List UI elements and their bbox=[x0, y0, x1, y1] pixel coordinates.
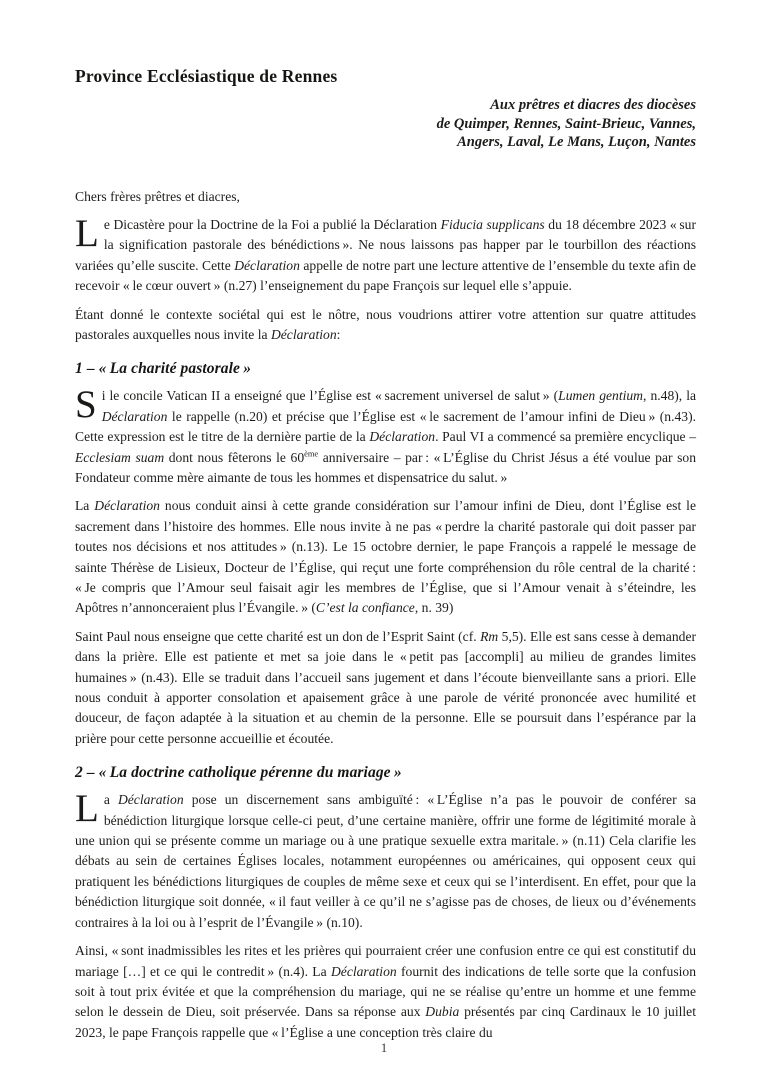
address-block bbox=[75, 96, 696, 152]
paragraph bbox=[75, 941, 696, 1043]
document-body bbox=[75, 211, 697, 1043]
italic-text: Déclaration bbox=[117, 792, 184, 808]
paragraph bbox=[75, 211, 696, 297]
body-text: Saint Paul nous enseigne que cette charité est un don de l’Esprit Saint (cf. bbox=[75, 628, 481, 644]
superscript-text: ème bbox=[304, 448, 319, 459]
body-text: , n.48), la bbox=[643, 388, 697, 404]
italic-text: Lumen gentium bbox=[558, 388, 644, 404]
paragraph bbox=[75, 496, 696, 618]
italic-text: Déclaration bbox=[94, 498, 160, 514]
body-text: i le concile Vatican II a enseigné que l’Église est « sacrement universel de salut » ( bbox=[101, 388, 559, 404]
page-title: Province Ecclésiastique de Rennes bbox=[75, 66, 338, 86]
body-text: le rappelle (n.20) et précise que l’Église est « le sacrement de l’amour infini de Dieu » (n.43). Cette expression est le titre de la dernière partie de la bbox=[75, 408, 696, 445]
body-text: dont nous fêterons le 60 bbox=[164, 449, 305, 465]
paragraph bbox=[75, 305, 696, 346]
body-text: nous conduit ainsi à cette grande considération sur l’amour infini de Dieu, dont l’Église est le sacrement dans l’histoire des hommes. Elle nous invite à ne pas « perdre la charité pastorale qui doit passer par toutes nos décisions et nos attitudes » (n.13). Le 15 octobre dernier, le pape François a rappelé le message de sainte Thérèse de Lisieux, Docteur de l’Église, qui reçut une forte compréhension du rôle central de la charité : « Je compris que l’Amour seul faisait agir les membres de l’Église, que si l’Amour venait à s’éteindre, les Apôtres n’annonceraient plus l’Évangile. » ( bbox=[75, 498, 696, 616]
italic-text: Déclaration bbox=[369, 429, 436, 445]
body-text: Ainsi, « sont inadmissibles les rites et les prières qui pourraient créer une confusion entre ce qui est constitutif du mariage […] et ce qui le contredit » (n.4). La bbox=[75, 943, 696, 979]
paragraph bbox=[75, 787, 697, 933]
italic-text: Ecclesiam suam bbox=[75, 449, 165, 465]
paragraph bbox=[75, 383, 697, 488]
italic-text: Déclaration bbox=[234, 257, 300, 273]
body-text: anniversaire – par : « L’Église du Christ Jésus a été voulue par son Fondateur comme mère aimante de tous les hommes et dispensatrice du salut. » bbox=[75, 449, 696, 485]
address-line: Aux prêtres et diacres des diocèses bbox=[490, 97, 696, 113]
italic-text: Rm bbox=[480, 628, 499, 644]
paragraph bbox=[75, 627, 696, 749]
address-line: Angers, Laval, Le Mans, Luçon, Nantes bbox=[457, 134, 696, 150]
dropcap-letter: S bbox=[75, 383, 97, 427]
italic-text: Dubia bbox=[425, 1004, 460, 1020]
body-text: a bbox=[103, 792, 118, 808]
body-text: appelle de notre part une lecture attentive de l’ensemble du texte afin de recevoir « le cœur ouvert » (n.27) l’enseignement du pape François sur lequel elle s’appuie. bbox=[75, 257, 696, 294]
body-text: fournit des indications de telle sorte que la confusion soit à tout prix évitée et que la compréhension du mariage, qui ne se réalise qu’entre un homme et une femme selon le dessein de Dieu, soit préservée. Dans sa réponse aux bbox=[75, 963, 697, 1020]
body-text: . Paul VI a commencé sa première encyclique – bbox=[435, 429, 697, 445]
italic-text: Déclaration bbox=[330, 963, 397, 979]
italic-text: Fiducia supplicans bbox=[440, 216, 545, 232]
body-text: : bbox=[336, 326, 341, 342]
body-text: pose un discernement sans ambiguïté : « L’Église n’a pas le pouvoir de conférer sa bénédiction liturgique lorsque celle-ci peut, d’une certaine manière, offrir une forme de légitimité morale à une union qui se présente comme un mariage ou à une pratique sexuelle extra maritale. » (n.11) Cela clarifie les débats au sein de certaines Églises locales, notamment européennes ou américaines, qui opposent ceux qui pratiquent les bénédictions liturgiques de couples de même sexe et ceux qui se l’interdisent. En effet, pour que la bénédiction liturgique soit donnée, « il faut veiller à ce qu’il ne s’agisse pas de choses, de lieux ou d’événements contraires à la loi ou à l’esprit de l’Évangile » (n.10). bbox=[75, 792, 697, 930]
body-text: Étant donné le contexte sociétal qui est le nôtre, nous voudrions attirer votre attention sur quatre attitudes pastorales auxquelles nous invite la bbox=[75, 306, 696, 342]
body-text: , n. 39) bbox=[414, 600, 454, 616]
italic-text: C’est la confiance bbox=[315, 600, 415, 616]
address-line: de Quimper, Rennes, Saint-Brieuc, Vannes, bbox=[436, 115, 696, 132]
body-text: 5,5). Elle est sans cesse à demander dans la prière. Elle est patiente et met sa joie dans le « petit pas [accompli] au milieu de grandes limites humaines » (n.43). Elle se traduit dans l’accueil sans jugement et dans l’écoute bienveillante sans a priori. Elle nous conduit à apporter consolation et apaisement grâce à une parole de vérité prononcée avec humilité et douceur, de façon adaptée à la situation et au chemin de la personne. Elle se poursuit dans l’espérance par la prière pour cette personne accueillie et écoutée. bbox=[75, 628, 696, 746]
dropcap-letter: L bbox=[75, 211, 99, 255]
dropcap-letter: L bbox=[75, 787, 99, 831]
body-text: présentés par cinq Cardinaux le 10 juillet 2023, le pape François rappelle que « l’Église a une conception très claire du bbox=[75, 1004, 696, 1040]
italic-text: Déclaration bbox=[101, 408, 168, 424]
body-text: e Dicastère pour la Doctrine de la Foi a publié la Déclaration bbox=[103, 216, 441, 232]
body-text: La bbox=[75, 498, 95, 514]
section-heading: 1 – « La charité pastorale » bbox=[75, 360, 252, 378]
body-text: du 18 décembre 2023 « sur la signification pastorale des bénédictions ». Ne nous laissons pas happer par le tourbillon des réactions variées qu’elle suscite. Cette bbox=[75, 216, 696, 273]
salutation: Chers frères prêtres et diacres, bbox=[75, 188, 240, 204]
italic-text: Déclaration bbox=[270, 326, 337, 342]
section-heading: 2 – « La doctrine catholique pérenne du mariage » bbox=[75, 764, 402, 782]
page-number: 1 bbox=[380, 1040, 388, 1055]
